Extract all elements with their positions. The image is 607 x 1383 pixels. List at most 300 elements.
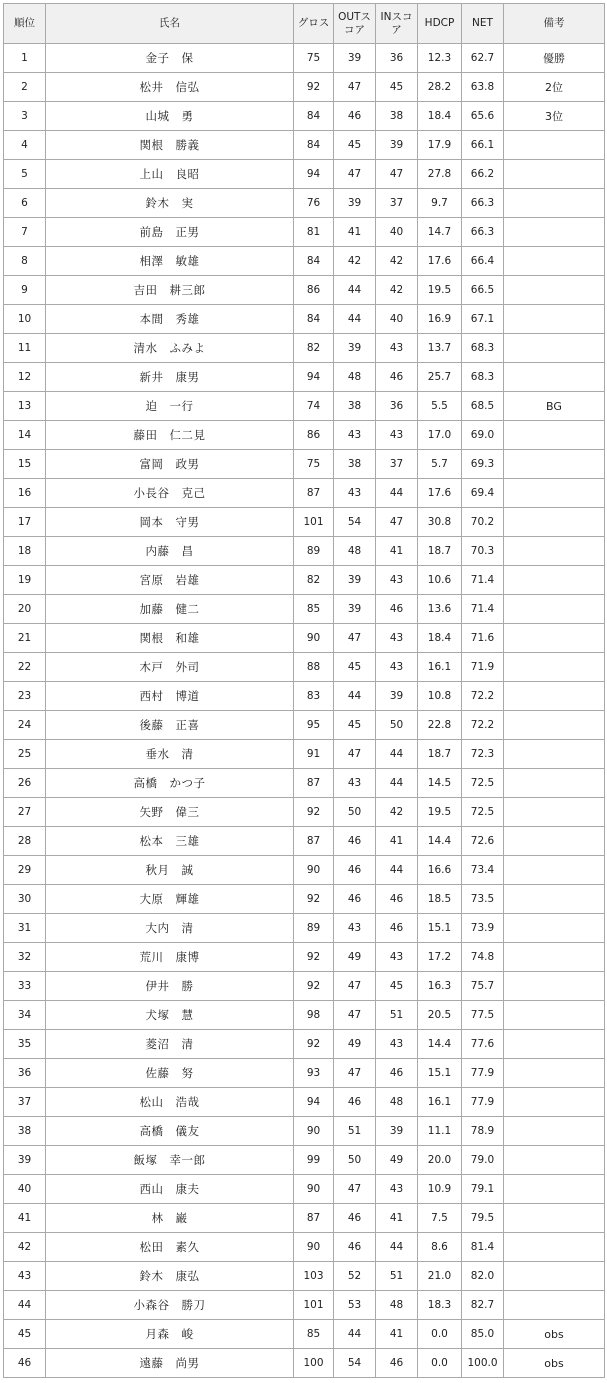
net-cell: 69.0 bbox=[462, 421, 504, 450]
gross-cell: 89 bbox=[294, 537, 334, 566]
out-score-cell: 43 bbox=[334, 479, 376, 508]
hdcp-cell: 10.9 bbox=[418, 1175, 462, 1204]
out-score-cell: 43 bbox=[334, 421, 376, 450]
out-score-cell: 38 bbox=[334, 392, 376, 421]
gross-cell: 100 bbox=[294, 1349, 334, 1378]
in-score-cell: 41 bbox=[376, 1204, 418, 1233]
out-score-cell: 43 bbox=[334, 914, 376, 943]
remarks-cell bbox=[504, 305, 605, 334]
out-score-cell: 46 bbox=[334, 102, 376, 131]
in-score-cell: 47 bbox=[376, 508, 418, 537]
name-cell: 金子 保 bbox=[46, 44, 294, 73]
in-score-cell: 46 bbox=[376, 885, 418, 914]
net-cell: 74.8 bbox=[462, 943, 504, 972]
net-cell: 71.6 bbox=[462, 624, 504, 653]
rank-cell: 46 bbox=[4, 1349, 46, 1378]
in-score-cell: 44 bbox=[376, 769, 418, 798]
name-cell: 菱沼 清 bbox=[46, 1030, 294, 1059]
in-score-cell: 43 bbox=[376, 421, 418, 450]
table-row bbox=[4, 624, 605, 653]
net-cell: 68.3 bbox=[462, 334, 504, 363]
gross-cell: 99 bbox=[294, 1146, 334, 1175]
net-cell: 77.5 bbox=[462, 1001, 504, 1030]
name-cell: 荒川 康博 bbox=[46, 943, 294, 972]
gross-cell: 81 bbox=[294, 218, 334, 247]
rank-cell: 17 bbox=[4, 508, 46, 537]
remarks-cell bbox=[504, 334, 605, 363]
gross-cell: 84 bbox=[294, 305, 334, 334]
in-score-cell: 49 bbox=[376, 1146, 418, 1175]
remarks-cell bbox=[504, 479, 605, 508]
name-cell: 矢野 偉三 bbox=[46, 798, 294, 827]
in-score-cell: 45 bbox=[376, 972, 418, 1001]
name-cell: 鈴木 実 bbox=[46, 189, 294, 218]
rank-cell: 15 bbox=[4, 450, 46, 479]
rank-cell: 24 bbox=[4, 711, 46, 740]
gross-cell: 87 bbox=[294, 769, 334, 798]
name-cell: 富岡 政男 bbox=[46, 450, 294, 479]
out-score-cell: 50 bbox=[334, 798, 376, 827]
name-cell: 清水 ふみよ bbox=[46, 334, 294, 363]
gross-cell: 76 bbox=[294, 189, 334, 218]
hdcp-cell: 21.0 bbox=[418, 1262, 462, 1291]
remarks-cell bbox=[504, 711, 605, 740]
name-cell: 大原 輝雄 bbox=[46, 885, 294, 914]
gross-cell: 92 bbox=[294, 73, 334, 102]
remarks-cell: obs bbox=[504, 1320, 605, 1349]
table-row bbox=[4, 1204, 605, 1233]
table-row bbox=[4, 856, 605, 885]
gross-cell: 75 bbox=[294, 450, 334, 479]
rank-cell: 14 bbox=[4, 421, 46, 450]
table-row bbox=[4, 363, 605, 392]
gross-cell: 86 bbox=[294, 421, 334, 450]
rank-cell: 36 bbox=[4, 1059, 46, 1088]
table-row bbox=[4, 566, 605, 595]
net-cell: 81.4 bbox=[462, 1233, 504, 1262]
hdcp-cell: 17.0 bbox=[418, 421, 462, 450]
name-cell: 松本 三雄 bbox=[46, 827, 294, 856]
net-cell: 70.3 bbox=[462, 537, 504, 566]
remarks-cell bbox=[504, 624, 605, 653]
table-row bbox=[4, 189, 605, 218]
net-cell: 62.7 bbox=[462, 44, 504, 73]
remarks-cell bbox=[504, 160, 605, 189]
rank-cell: 31 bbox=[4, 914, 46, 943]
in-score-cell: 42 bbox=[376, 247, 418, 276]
in-score-cell: 48 bbox=[376, 1291, 418, 1320]
in-score-cell: 36 bbox=[376, 392, 418, 421]
out-score-cell: 39 bbox=[334, 44, 376, 73]
table-row bbox=[4, 885, 605, 914]
name-cell: 宮原 岩雄 bbox=[46, 566, 294, 595]
net-cell: 71.4 bbox=[462, 595, 504, 624]
net-cell: 72.3 bbox=[462, 740, 504, 769]
gross-cell: 85 bbox=[294, 595, 334, 624]
remarks-cell bbox=[504, 1291, 605, 1320]
remarks-cell: 優勝 bbox=[504, 44, 605, 73]
net-cell: 75.7 bbox=[462, 972, 504, 1001]
table-row bbox=[4, 769, 605, 798]
net-cell: 77.9 bbox=[462, 1059, 504, 1088]
remarks-cell bbox=[504, 421, 605, 450]
net-cell: 65.6 bbox=[462, 102, 504, 131]
net-cell: 66.5 bbox=[462, 276, 504, 305]
out-score-cell: 47 bbox=[334, 972, 376, 1001]
in-score-cell: 38 bbox=[376, 102, 418, 131]
out-score-cell: 51 bbox=[334, 1117, 376, 1146]
net-cell: 67.1 bbox=[462, 305, 504, 334]
hdcp-cell: 5.5 bbox=[418, 392, 462, 421]
hdcp-cell: 10.6 bbox=[418, 566, 462, 595]
name-cell: 垂水 清 bbox=[46, 740, 294, 769]
hdcp-cell: 8.6 bbox=[418, 1233, 462, 1262]
header-rank: 順位 bbox=[4, 4, 46, 44]
table-row bbox=[4, 160, 605, 189]
net-cell: 82.7 bbox=[462, 1291, 504, 1320]
header-in-score: INスコア bbox=[376, 4, 418, 44]
table-row bbox=[4, 508, 605, 537]
hdcp-cell: 14.4 bbox=[418, 827, 462, 856]
out-score-cell: 53 bbox=[334, 1291, 376, 1320]
name-cell: 山城 勇 bbox=[46, 102, 294, 131]
name-cell: 前島 正男 bbox=[46, 218, 294, 247]
gross-cell: 84 bbox=[294, 102, 334, 131]
gross-cell: 90 bbox=[294, 1117, 334, 1146]
out-score-cell: 46 bbox=[334, 856, 376, 885]
table-row bbox=[4, 1001, 605, 1030]
rank-cell: 23 bbox=[4, 682, 46, 711]
net-cell: 79.5 bbox=[462, 1204, 504, 1233]
in-score-cell: 46 bbox=[376, 363, 418, 392]
gross-cell: 83 bbox=[294, 682, 334, 711]
name-cell: 藤田 仁二見 bbox=[46, 421, 294, 450]
remarks-cell bbox=[504, 914, 605, 943]
hdcp-cell: 20.5 bbox=[418, 1001, 462, 1030]
in-score-cell: 39 bbox=[376, 1117, 418, 1146]
net-cell: 79.1 bbox=[462, 1175, 504, 1204]
net-cell: 79.0 bbox=[462, 1146, 504, 1175]
rank-cell: 8 bbox=[4, 247, 46, 276]
name-cell: 犬塚 慧 bbox=[46, 1001, 294, 1030]
table-row bbox=[4, 73, 605, 102]
rank-cell: 34 bbox=[4, 1001, 46, 1030]
remarks-cell bbox=[504, 972, 605, 1001]
net-cell: 71.4 bbox=[462, 566, 504, 595]
table-row bbox=[4, 1349, 605, 1378]
hdcp-cell: 18.7 bbox=[418, 537, 462, 566]
hdcp-cell: 17.6 bbox=[418, 479, 462, 508]
remarks-cell bbox=[504, 1059, 605, 1088]
out-score-cell: 44 bbox=[334, 682, 376, 711]
out-score-cell: 47 bbox=[334, 740, 376, 769]
rank-cell: 35 bbox=[4, 1030, 46, 1059]
name-cell: 小森谷 勝刀 bbox=[46, 1291, 294, 1320]
out-score-cell: 48 bbox=[334, 363, 376, 392]
gross-cell: 88 bbox=[294, 653, 334, 682]
out-score-cell: 44 bbox=[334, 276, 376, 305]
hdcp-cell: 18.3 bbox=[418, 1291, 462, 1320]
name-cell: 松田 素久 bbox=[46, 1233, 294, 1262]
rank-cell: 10 bbox=[4, 305, 46, 334]
in-score-cell: 43 bbox=[376, 1030, 418, 1059]
hdcp-cell: 20.0 bbox=[418, 1146, 462, 1175]
in-score-cell: 43 bbox=[376, 566, 418, 595]
in-score-cell: 46 bbox=[376, 1059, 418, 1088]
hdcp-cell: 11.1 bbox=[418, 1117, 462, 1146]
hdcp-cell: 16.1 bbox=[418, 1088, 462, 1117]
out-score-cell: 39 bbox=[334, 566, 376, 595]
in-score-cell: 40 bbox=[376, 218, 418, 247]
net-cell: 85.0 bbox=[462, 1320, 504, 1349]
name-cell: 高橋 かつ子 bbox=[46, 769, 294, 798]
out-score-cell: 39 bbox=[334, 334, 376, 363]
hdcp-cell: 16.9 bbox=[418, 305, 462, 334]
in-score-cell: 46 bbox=[376, 914, 418, 943]
table-row bbox=[4, 1030, 605, 1059]
name-cell: 関根 勝義 bbox=[46, 131, 294, 160]
in-score-cell: 43 bbox=[376, 1175, 418, 1204]
out-score-cell: 47 bbox=[334, 160, 376, 189]
remarks-cell bbox=[504, 450, 605, 479]
rank-cell: 40 bbox=[4, 1175, 46, 1204]
hdcp-cell: 25.7 bbox=[418, 363, 462, 392]
net-cell: 66.4 bbox=[462, 247, 504, 276]
table-row bbox=[4, 1146, 605, 1175]
remarks-cell bbox=[504, 769, 605, 798]
gross-cell: 92 bbox=[294, 972, 334, 1001]
header-hdcp: HDCP bbox=[418, 4, 462, 44]
remarks-cell: 2位 bbox=[504, 73, 605, 102]
rank-cell: 32 bbox=[4, 943, 46, 972]
rank-cell: 28 bbox=[4, 827, 46, 856]
name-cell: 高橋 儀友 bbox=[46, 1117, 294, 1146]
table-row bbox=[4, 450, 605, 479]
net-cell: 68.3 bbox=[462, 363, 504, 392]
gross-cell: 87 bbox=[294, 827, 334, 856]
remarks-cell bbox=[504, 1233, 605, 1262]
remarks-cell bbox=[504, 276, 605, 305]
name-cell: 関根 和雄 bbox=[46, 624, 294, 653]
in-score-cell: 42 bbox=[376, 276, 418, 305]
gross-cell: 90 bbox=[294, 624, 334, 653]
remarks-cell bbox=[504, 189, 605, 218]
in-score-cell: 37 bbox=[376, 189, 418, 218]
remarks-cell bbox=[504, 537, 605, 566]
table-row bbox=[4, 1262, 605, 1291]
hdcp-cell: 10.8 bbox=[418, 682, 462, 711]
out-score-cell: 45 bbox=[334, 653, 376, 682]
name-cell: 内藤 昌 bbox=[46, 537, 294, 566]
table-row bbox=[4, 44, 605, 73]
net-cell: 68.5 bbox=[462, 392, 504, 421]
gross-cell: 85 bbox=[294, 1320, 334, 1349]
name-cell: 松井 信弘 bbox=[46, 73, 294, 102]
header-gross: グロス bbox=[294, 4, 334, 44]
table-row bbox=[4, 827, 605, 856]
out-score-cell: 48 bbox=[334, 537, 376, 566]
in-score-cell: 42 bbox=[376, 798, 418, 827]
in-score-cell: 39 bbox=[376, 682, 418, 711]
in-score-cell: 51 bbox=[376, 1262, 418, 1291]
in-score-cell: 50 bbox=[376, 711, 418, 740]
hdcp-cell: 0.0 bbox=[418, 1320, 462, 1349]
gross-cell: 90 bbox=[294, 1233, 334, 1262]
name-cell: 月森 峻 bbox=[46, 1320, 294, 1349]
remarks-cell bbox=[504, 1030, 605, 1059]
remarks-cell bbox=[504, 827, 605, 856]
in-score-cell: 44 bbox=[376, 479, 418, 508]
hdcp-cell: 5.7 bbox=[418, 450, 462, 479]
remarks-cell bbox=[504, 740, 605, 769]
rank-cell: 19 bbox=[4, 566, 46, 595]
net-cell: 72.5 bbox=[462, 798, 504, 827]
name-cell: 鈴木 康弘 bbox=[46, 1262, 294, 1291]
out-score-cell: 54 bbox=[334, 1349, 376, 1378]
net-cell: 66.2 bbox=[462, 160, 504, 189]
net-cell: 100.0 bbox=[462, 1349, 504, 1378]
out-score-cell: 45 bbox=[334, 131, 376, 160]
gross-cell: 95 bbox=[294, 711, 334, 740]
remarks-cell bbox=[504, 943, 605, 972]
hdcp-cell: 17.6 bbox=[418, 247, 462, 276]
hdcp-cell: 16.3 bbox=[418, 972, 462, 1001]
net-cell: 77.9 bbox=[462, 1088, 504, 1117]
gross-cell: 82 bbox=[294, 334, 334, 363]
remarks-cell bbox=[504, 566, 605, 595]
hdcp-cell: 15.1 bbox=[418, 1059, 462, 1088]
net-cell: 72.2 bbox=[462, 682, 504, 711]
name-cell: 吉田 耕三郎 bbox=[46, 276, 294, 305]
gross-cell: 86 bbox=[294, 276, 334, 305]
rank-cell: 6 bbox=[4, 189, 46, 218]
table-row bbox=[4, 1088, 605, 1117]
remarks-cell bbox=[504, 1175, 605, 1204]
net-cell: 69.4 bbox=[462, 479, 504, 508]
in-score-cell: 37 bbox=[376, 450, 418, 479]
name-cell: 岡本 守男 bbox=[46, 508, 294, 537]
in-score-cell: 43 bbox=[376, 334, 418, 363]
name-cell: 大内 清 bbox=[46, 914, 294, 943]
gross-cell: 101 bbox=[294, 1291, 334, 1320]
net-cell: 78.9 bbox=[462, 1117, 504, 1146]
hdcp-cell: 7.5 bbox=[418, 1204, 462, 1233]
table-row bbox=[4, 682, 605, 711]
header-name: 氏名 bbox=[46, 4, 294, 44]
results-table bbox=[3, 3, 605, 1378]
in-score-cell: 45 bbox=[376, 73, 418, 102]
net-cell: 73.9 bbox=[462, 914, 504, 943]
table-row bbox=[4, 218, 605, 247]
gross-cell: 101 bbox=[294, 508, 334, 537]
net-cell: 82.0 bbox=[462, 1262, 504, 1291]
net-cell: 72.5 bbox=[462, 769, 504, 798]
table-row bbox=[4, 595, 605, 624]
remarks-cell bbox=[504, 508, 605, 537]
hdcp-cell: 13.6 bbox=[418, 595, 462, 624]
remarks-cell bbox=[504, 1117, 605, 1146]
hdcp-cell: 13.7 bbox=[418, 334, 462, 363]
hdcp-cell: 19.5 bbox=[418, 798, 462, 827]
hdcp-cell: 9.7 bbox=[418, 189, 462, 218]
gross-cell: 98 bbox=[294, 1001, 334, 1030]
header-net: NET bbox=[462, 4, 504, 44]
out-score-cell: 49 bbox=[334, 943, 376, 972]
table-row bbox=[4, 479, 605, 508]
rank-cell: 42 bbox=[4, 1233, 46, 1262]
gross-cell: 84 bbox=[294, 247, 334, 276]
table-row bbox=[4, 1059, 605, 1088]
hdcp-cell: 27.8 bbox=[418, 160, 462, 189]
out-score-cell: 46 bbox=[334, 1204, 376, 1233]
rank-cell: 4 bbox=[4, 131, 46, 160]
rank-cell: 27 bbox=[4, 798, 46, 827]
net-cell: 77.6 bbox=[462, 1030, 504, 1059]
name-cell: 松山 浩哉 bbox=[46, 1088, 294, 1117]
hdcp-cell: 19.5 bbox=[418, 276, 462, 305]
rank-cell: 43 bbox=[4, 1262, 46, 1291]
out-score-cell: 44 bbox=[334, 1320, 376, 1349]
gross-cell: 90 bbox=[294, 1175, 334, 1204]
rank-cell: 38 bbox=[4, 1117, 46, 1146]
rank-cell: 1 bbox=[4, 44, 46, 73]
remarks-cell bbox=[504, 1001, 605, 1030]
hdcp-cell: 14.7 bbox=[418, 218, 462, 247]
table-row bbox=[4, 653, 605, 682]
hdcp-cell: 28.2 bbox=[418, 73, 462, 102]
remarks-cell bbox=[504, 798, 605, 827]
net-cell: 66.3 bbox=[462, 218, 504, 247]
out-score-cell: 39 bbox=[334, 189, 376, 218]
rank-cell: 25 bbox=[4, 740, 46, 769]
hdcp-cell: 16.1 bbox=[418, 653, 462, 682]
out-score-cell: 46 bbox=[334, 885, 376, 914]
remarks-cell bbox=[504, 218, 605, 247]
in-score-cell: 40 bbox=[376, 305, 418, 334]
in-score-cell: 41 bbox=[376, 537, 418, 566]
out-score-cell: 46 bbox=[334, 1088, 376, 1117]
hdcp-cell: 17.2 bbox=[418, 943, 462, 972]
table-row bbox=[4, 334, 605, 363]
table-row bbox=[4, 247, 605, 276]
gross-cell: 94 bbox=[294, 363, 334, 392]
gross-cell: 92 bbox=[294, 943, 334, 972]
table-row bbox=[4, 131, 605, 160]
in-score-cell: 36 bbox=[376, 44, 418, 73]
name-cell: 小長谷 克己 bbox=[46, 479, 294, 508]
gross-cell: 82 bbox=[294, 566, 334, 595]
out-score-cell: 47 bbox=[334, 1175, 376, 1204]
rank-cell: 33 bbox=[4, 972, 46, 1001]
net-cell: 66.1 bbox=[462, 131, 504, 160]
net-cell: 69.3 bbox=[462, 450, 504, 479]
remarks-cell bbox=[504, 363, 605, 392]
in-score-cell: 43 bbox=[376, 653, 418, 682]
rank-cell: 3 bbox=[4, 102, 46, 131]
gross-cell: 94 bbox=[294, 160, 334, 189]
hdcp-cell: 18.4 bbox=[418, 102, 462, 131]
table-row bbox=[4, 1233, 605, 1262]
hdcp-cell: 18.5 bbox=[418, 885, 462, 914]
gross-cell: 87 bbox=[294, 479, 334, 508]
hdcp-cell: 14.5 bbox=[418, 769, 462, 798]
remarks-cell: BG bbox=[504, 392, 605, 421]
rank-cell: 11 bbox=[4, 334, 46, 363]
out-score-cell: 42 bbox=[334, 247, 376, 276]
gross-cell: 89 bbox=[294, 914, 334, 943]
gross-cell: 74 bbox=[294, 392, 334, 421]
table-row bbox=[4, 392, 605, 421]
